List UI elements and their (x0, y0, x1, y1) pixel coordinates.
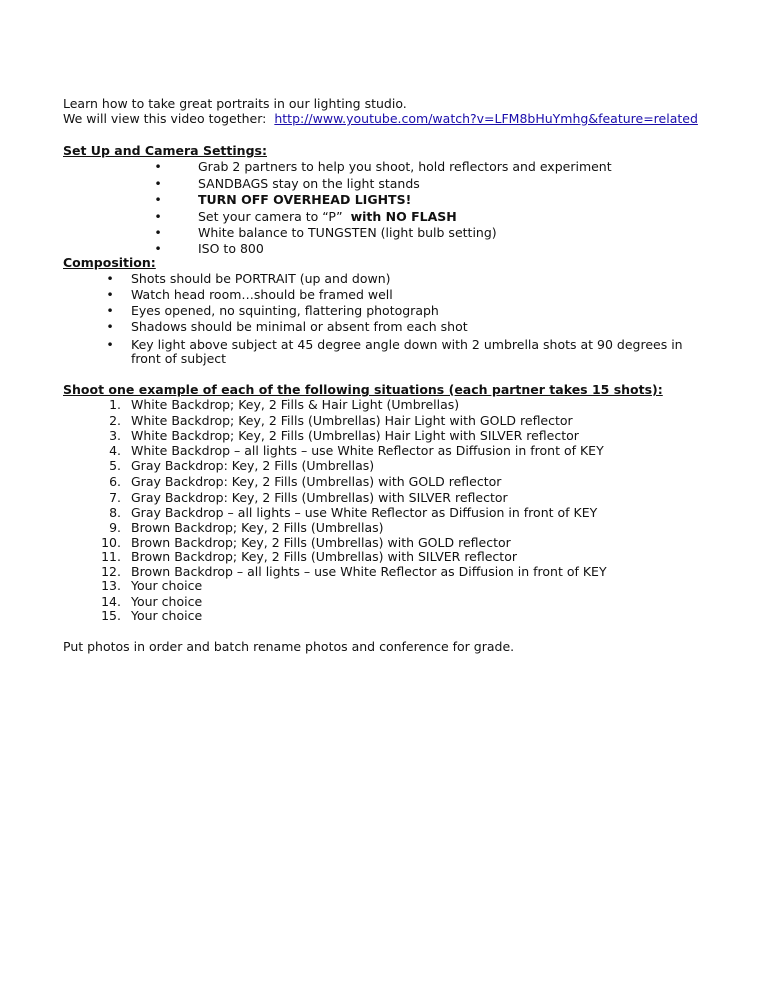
shoot-item: Your choice (131, 594, 203, 609)
list-number: 7. (109, 490, 121, 505)
video-link[interactable]: http://www.youtube.com/watch?v=LFM8bHuYmhg&feature=related (274, 111, 698, 126)
composition-item-2: Watch head room…should be framed well (131, 287, 393, 302)
setup-item-4-bold: with NO FLASH (350, 209, 457, 224)
shoot-item: Gray Backdrop: Key, 2 Fills (Umbrellas) with GOLD reflector (131, 474, 502, 489)
bullet-icon: • (154, 159, 162, 174)
list-number: 4. (109, 443, 121, 458)
composition-item-5: Key light above subject at 45 degree angle down with 2 umbrella shots at 90 degrees in (131, 337, 683, 352)
list-number: 3. (109, 428, 121, 443)
shoot-heading: Shoot one example of each of the following situations (each partner takes 15 shots): (63, 382, 663, 397)
composition-item-3: Eyes opened, no squinting, flattering photograph (131, 303, 439, 318)
setup-item-2: SANDBAGS stay on the light stands (198, 176, 420, 191)
shoot-item: White Backdrop; Key, 2 Fills & Hair Light (Umbrellas) (131, 397, 460, 412)
shoot-item: White Backdrop; Key, 2 Fills (Umbrellas) Hair Light with GOLD reflector (131, 413, 573, 428)
bullet-icon: • (154, 209, 162, 224)
shoot-item: Gray Backdrop – all lights – use White Reflector as Diffusion in front of KEY (131, 505, 598, 520)
list-number: 13. (101, 578, 121, 593)
list-number: 5. (109, 458, 121, 473)
list-number: 10. (101, 535, 121, 550)
setup-item-4-text: Set your camera to “P” (198, 209, 343, 224)
setup-item-4 (198, 209, 457, 224)
shoot-item: Gray Backdrop: Key, 2 Fills (Umbrellas) with SILVER reflector (131, 490, 508, 505)
list-number: 11. (101, 549, 121, 564)
composition-heading: Composition: (63, 255, 156, 270)
list-number: 15. (101, 608, 121, 623)
shoot-item: Your choice (131, 578, 203, 593)
shoot-item: White Backdrop – all lights – use White Reflector as Diffusion in front of KEY (131, 443, 604, 458)
composition-item-1: Shots should be PORTRAIT (up and down) (131, 271, 391, 286)
list-number: 6. (109, 474, 121, 489)
shoot-item: Your choice (131, 608, 203, 623)
intro-line-1: Learn how to take great portraits in our lighting studio. (63, 96, 407, 111)
list-number: 1. (109, 397, 121, 412)
setup-heading: Set Up and Camera Settings: (63, 143, 267, 158)
bullet-icon: • (106, 319, 114, 334)
shoot-item: Gray Backdrop: Key, 2 Fills (Umbrellas) (131, 458, 375, 473)
shoot-item: Brown Backdrop; Key, 2 Fills (Umbrellas) with SILVER reflector (131, 549, 517, 564)
list-number: 2. (109, 413, 121, 428)
shoot-item: Brown Backdrop; Key, 2 Fills (Umbrellas) (131, 520, 384, 535)
intro-line-2 (63, 111, 698, 126)
bullet-icon: • (106, 287, 114, 302)
setup-item-3: TURN OFF OVERHEAD LIGHTS! (198, 192, 412, 207)
list-number: 9. (109, 520, 121, 535)
setup-item-6: ISO to 800 (198, 241, 264, 256)
intro-line-2-text: We will view this video together: (63, 111, 267, 126)
bullet-icon: • (106, 271, 114, 286)
shoot-item: Brown Backdrop – all lights – use White Reflector as Diffusion in front of KEY (131, 564, 607, 579)
bullet-icon: • (106, 337, 114, 352)
bullet-icon: • (154, 225, 162, 240)
setup-item-5: White balance to TUNGSTEN (light bulb setting) (198, 225, 497, 240)
closing-text: Put photos in order and batch rename photos and conference for grade. (63, 639, 515, 654)
bullet-icon: • (154, 241, 162, 256)
bullet-icon: • (106, 303, 114, 318)
list-number: 8. (109, 505, 121, 520)
shoot-item: Brown Backdrop; Key, 2 Fills (Umbrellas) with GOLD reflector (131, 535, 511, 550)
list-number: 14. (101, 594, 121, 609)
shoot-item: White Backdrop; Key, 2 Fills (Umbrellas) Hair Light with SILVER reflector (131, 428, 579, 443)
composition-item-5-cont: front of subject (131, 351, 227, 366)
list-number: 12. (101, 564, 121, 579)
composition-item-4: Shadows should be minimal or absent from each shot (131, 319, 468, 334)
setup-item-1: Grab 2 partners to help you shoot, hold reflectors and experiment (198, 159, 612, 174)
bullet-icon: • (154, 192, 162, 207)
bullet-icon: • (154, 176, 162, 191)
